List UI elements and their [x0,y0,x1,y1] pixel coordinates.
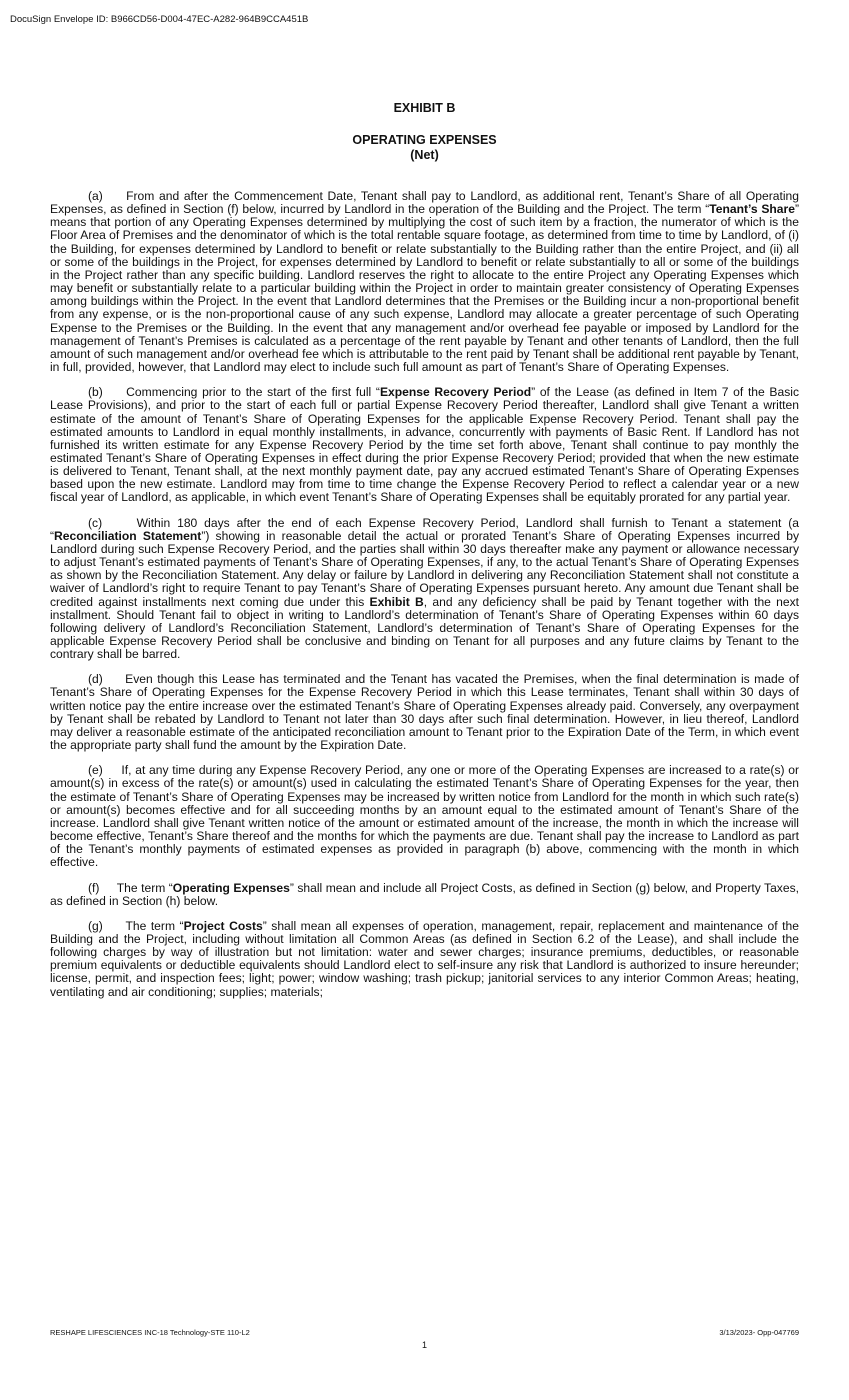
paragraph-text: The term “ [125,918,184,933]
paragraph-a [50,190,799,374]
paragraph-text: Commencing prior to the start of the first full “ [126,385,380,400]
paragraph-e [50,764,799,869]
paragraph-text: Within 180 days after the end of each Expense Recovery Period, Landlord shall furnish to Tenant a statement (a “ [50,515,799,543]
paragraph-label: (b) [88,385,103,400]
footer-tenant-info: RESHAPE LIFESCIENCES INC-18 Technology-STE 110-L2 [50,1328,250,1337]
paragraph-label: (f) [88,880,100,895]
paragraph-g [50,920,799,999]
defined-term: Tenant’s Share [709,202,795,217]
paragraph-text: From and after the Commencement Date, Tenant shall pay to Landlord, as additional rent, Tenant’s Share of all Operating Expenses, as defined in Section (f) below, incurred by Landlord in the operation of the Building and the Project. The term “ [50,189,799,217]
paragraph-text: ” shall mean all expenses of operation, management, repair, replacement and maintenance of the Building and the Project, including without limitation all Common Areas (as defined in Section 6.2 of the Lease), and shall include the following charges by way of illustration but not limitation: water and sewer charges; insurance premiums, deductibles, or reasonable premium equivalents or deductible equivalents should Landlord elect to self-insure any risk that Landlord is authorized to insure hereunder; license, permit, and inspection fees; light; power; window washing; trash pickup; janitorial services to any interior Common Areas; heating, ventilating and air conditioning; supplies; materials; [50,918,799,999]
paragraph-d [50,673,799,752]
paragraph-c [50,517,799,662]
paragraph-label: (e) [88,763,103,778]
defined-term: Expense Recovery Period [379,385,532,400]
paragraph-label: (g) [88,918,103,933]
section-title: OPERATING EXPENSES [352,133,497,147]
exhibit-title: EXHIBIT B [393,101,456,115]
paragraph-text: ” of the Lease (as defined in Item 7 of the Basic Lease Provisions), and prior to the start of each full or partial Expense Recovery Period thereafter, Landlord shall give Tenant a written estimate of the amount of Tenant’s Share of Operating Expenses for the applicable Expense Recovery Period. Tenant shall pay the estimated amounts to Landlord in equal monthly installments, in advance, concurrently with payments of Basic Rent. If Landlord has not furnished its written estimate for any Expense Recovery Period by the time set forth above, Tenant shall continue to pay monthly the estimated Tenant’s Share of Operating Expenses in effect during the prior Expense Recovery Period; provided that when the new estimate is delivered to Tenant, Tenant shall, at the next monthly payment date, pay any accrued estimated Tenant’s Share of Operating Expenses based upon the new estimate. Landlord may from time to time change the Expense Recovery Period to reflect a calendar year or a new fiscal year of Landlord, as applicable, in which event Tenant’s Share of Operating Expenses shall be equitably prorated for any partial year. [50,385,799,505]
paragraph-label: (d) [88,672,103,687]
paragraph-label: (a) [88,189,103,203]
paragraph-text: ” means that portion of any Operating Expenses determined by multiplying the cost of such item by a fraction, the numerator of which is the Floor Area of Premises and the denominator of which is the total rentable square footage, as determined from time to time by Landlord, of (i) the Building, for expenses determined by Landlord to benefit or relate substantially to the Building rather than the entire Project, and (ii) all or some of the buildings in the Project, for expenses determined by Landlord to benefit or relate substantially to all or some of the buildings in the Project rather than any specific building. Landlord reserves the right to allocate to the entire Project any Operating Expenses which may benefit or substantially relate to a particular building within the Project in order to maintain greater consistency of Operating Expenses among buildings within the Project. In the event that Landlord determines that the Premises or the Building incur a non-proportional benefit from any expense, or is the non-proportional cause of any such expense, Landlord may allocate a greater percentage of such Operating Expense to the Premises or the Building. In the event that any management and/or overhead fee payable or imposed by Landlord for the management of Tenant’s Premises is calculated as a percentage of the rent payable by Tenant and other tenants of Landlord, then the full amount of such management and/or overhead fee which is attributable to the rent paid by Tenant shall be additional rent payable by Tenant, in full, provided, however, that Landlord may elect to include such full amount as part of Tenant’s Share of Operating Expenses. [50,202,799,375]
section-heading [0,133,849,163]
document-body [50,190,799,1011]
paragraph-text: Even though this Lease has terminated and the Tenant has vacated the Premises, when the final determination is made of Tenant’s Share of Operating Expenses for the Expense Recovery Period in which this Lease terminates, Tenant shall within 30 days of written notice pay the entire increase over the estimated Tenant’s Share of Operating Expenses already paid. Conversely, any overpayment by Tenant shall be rebated by Landlord to Tenant not later than 30 days after such final determination. However, in lieu thereof, Landlord may deliver a reasonable estimate of the anticipated reconciliation amount to Tenant prior to the Expiration Date of the Term, in which event the appropriate party shall fund the amount by the Expiration Date. [50,672,799,753]
footer-date-opp: 3/13/2023- Opp-047769 [719,1328,799,1337]
defined-term: Project Costs [183,918,263,933]
defined-term: Reconciliation Statement [54,528,202,543]
defined-term: Operating Expenses [172,880,290,895]
page-number: 1 [421,1340,427,1350]
paragraph-text: ”) showing in reasonable detail the actual or prorated Tenant’s Share of Operating Expenses incurred by Landlord during such Expense Recovery Period, and the parties shall within 30 days thereafter make any payment or allowance necessary to adjust Tenant’s estimated payments of Tenant’s Share of Operating Expenses, if any, to the actual Tenant’s Share of Operating Expenses as shown by the Reconciliation Statement. Any delay or failure by Landlord in delivering any Reconciliation Statement shall not constitute a waiver of Landlord’s right to require Tenant to pay Tenant’s Share of Operating Expenses pursuant hereto. Any amount due Tenant shall be credited against installments next coming due under this [50,528,799,609]
paragraph-text: If, at any time during any Expense Recovery Period, any one or more of the Operating Expenses are increased to a rate(s) or amount(s) in excess of the rate(s) or amount(s) used in calculating the estimated Tenant’s Share of Operating Expenses for the year, then the estimate of Tenant’s Share of Operating Expenses may be increased by written notice from Landlord for the month in which such rate(s) or amount(s) becomes effective and for all succeeding months by an amount equal to the estimated amount of Tenant’s Share of the increase. Landlord shall give Tenant written notice of the amount or estimated amount of the increase, the month in which the increase will become effective, Tenant’s Share thereof and the months for which the payments are due. Tenant shall pay the increase to Landlord as part of the Tenant’s monthly payments of estimated expenses as provided in paragraph (b) above, commencing with the month in which effective. [50,763,799,870]
paragraph-b [50,386,799,504]
paragraph-text: ” shall mean and include all Project Costs, as defined in Section (g) below, and Property Taxes, as defined in Section (h) below. [50,880,799,908]
paragraph-f [50,882,799,908]
docusign-envelope-id: DocuSign Envelope ID: B966CD56-D004-47EC-A282-964B9CCA451B [10,14,309,25]
paragraph-label: (c) [88,515,103,530]
paragraph-text: , and any deficiency shall be paid by Tenant together with the next installment. Should Tenant fail to object in writing to Landlord’s determination of Tenant’s Share of Operating Expenses within 60 days following delivery of Landlord’s Reconciliation Statement, Landlord’s determination of Tenant’s Share of Operating Expenses for the applicable Expense Recovery Period shall be conclusive and binding on Tenant for all purposes and any future claims by Tenant to the contrary shall be barred. [50,594,799,662]
exhibit-reference: Exhibit B [369,594,424,609]
paragraph-text: The term “ [116,880,173,895]
section-subtitle: (Net) [410,148,439,162]
